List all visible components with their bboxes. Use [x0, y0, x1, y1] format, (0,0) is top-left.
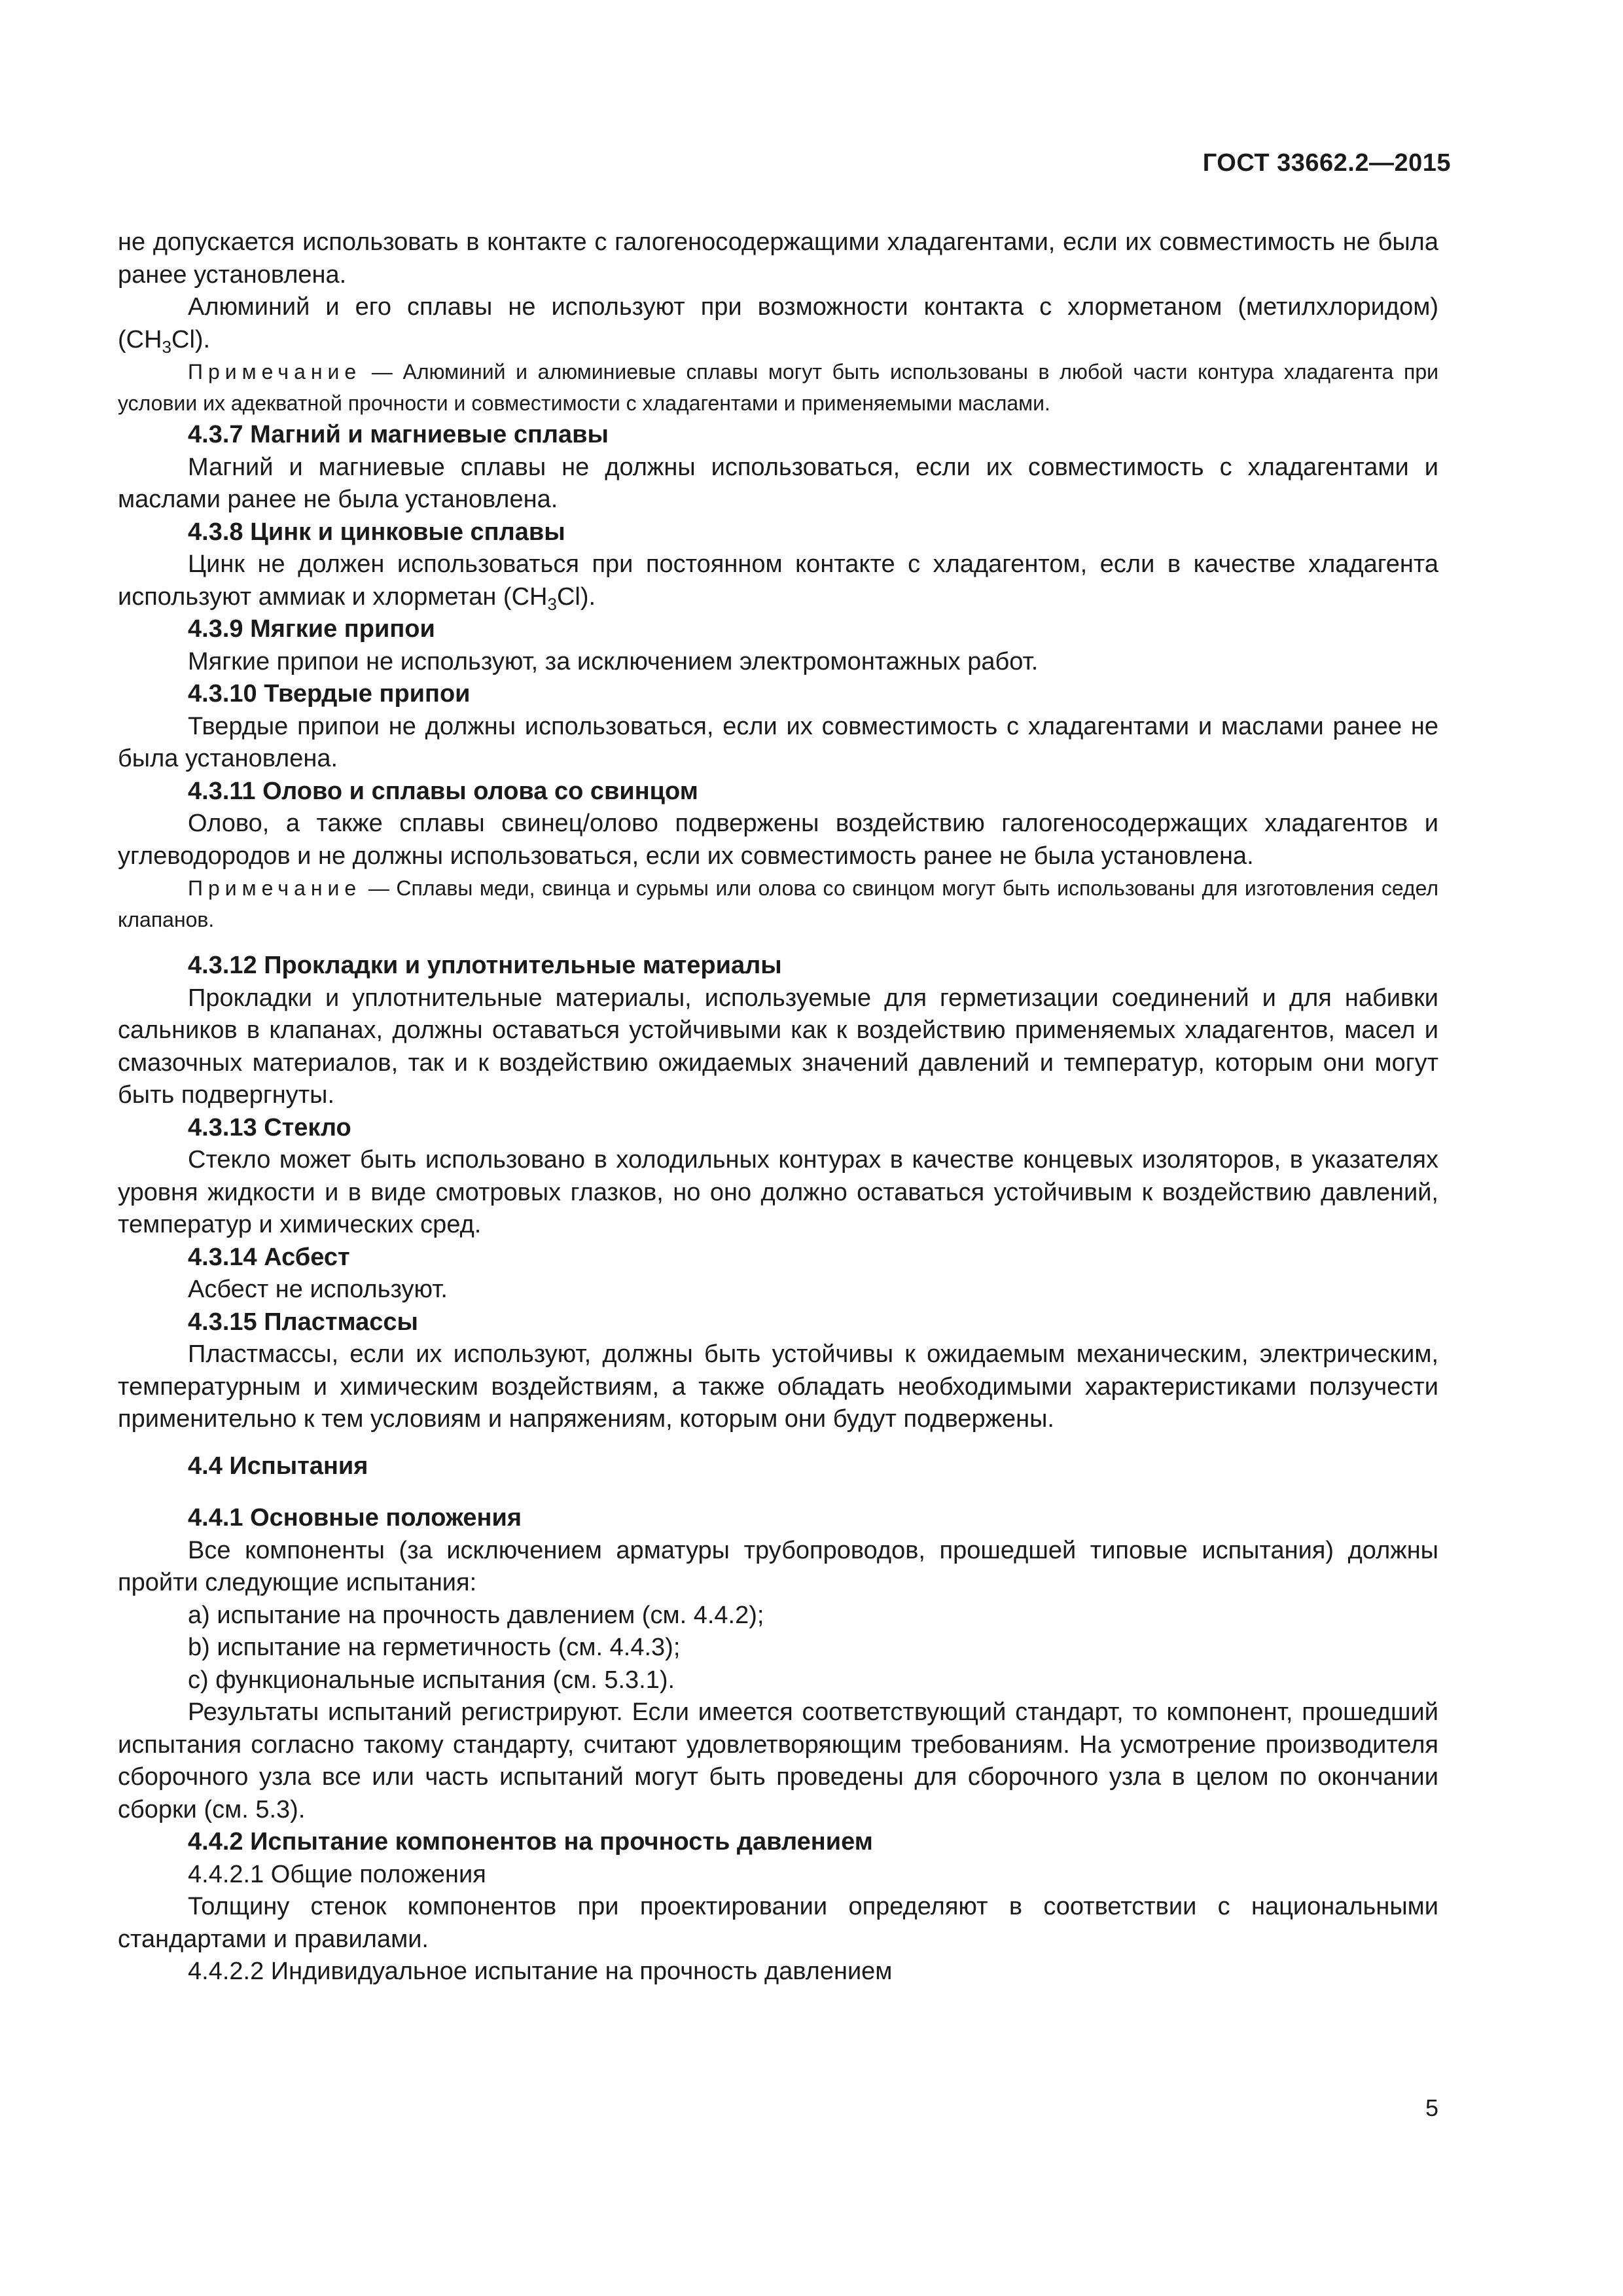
paragraph: Все компоненты (за исключением арматуры трубопроводов, прошедшей типовые испытания) должны пройти следующие испытания:: [118, 1536, 1438, 1596]
subsection-heading: 4.4.2.2 Индивидуальное испытание на прочность давлением: [188, 1958, 893, 1985]
paragraph: Мягкие припои не используют, за исключением электромонтажных работ.: [188, 647, 1039, 675]
section-heading: 4.3.7 Магний и магниевые сплавы: [188, 421, 609, 448]
section-heading: 4.3.11 Олово и сплавы олова со свинцом: [188, 777, 698, 805]
paragraph: Асбест не используют.: [188, 1276, 448, 1303]
subscript: 3: [162, 336, 172, 357]
paragraph: Толщину стенок компонентов при проектировании определяют в соответствии с национальными стандартами и правилами.: [118, 1893, 1438, 1953]
paragraph: Стекло может быть использовано в холодильных контурах в качестве концевых изоляторов, в указателях уровня жидкости и в виде смотровых глазков, но оно должно оставаться устойчивым к воздействию давлений, температур и химических сред.: [118, 1146, 1438, 1238]
paragraph: Цинк не должен использоваться при постоянном контакте с хладагентом, если в качестве хладагента используют аммиак и хлорметан $(CH_3Cl)$.: [118, 550, 1438, 614]
note-text: — Алюминий и алюминиевые сплавы могут быть использованы в любой части контура хладагента при условии их адекватной прочности и совместимости с хладагентами и применяемыми маслами.: [118, 360, 1438, 415]
section-heading: 4.3.15 Пластмассы: [188, 1308, 419, 1336]
section-heading: 4.4 Испытания: [188, 1452, 368, 1480]
section-heading: 4.3.10 Твердые припои: [188, 680, 471, 708]
note-text: — Сплавы меди, свинца и сурьмы или олова со свинцом могут быть использованы для изготовления седел клапанов.: [118, 876, 1438, 931]
section-heading: 4.3.14 Асбест: [188, 1243, 350, 1271]
paragraph: Пластмассы, если их используют, должны быть устойчивы к ожидаемым механическим, электрическим, температурным и химическим воздействиям, а также обладать необходимыми характеристиками ползучести применительно к тем условиям и напряжениям, которым они будут подвержены.: [118, 1340, 1438, 1433]
note: [118, 356, 1438, 419]
section-heading: 4.3.13 Стекло: [188, 1113, 351, 1141]
paragraph: Твердые припои не должны использоваться, если их совместимость с хладагентами и маслами ранее не была установлена.: [118, 712, 1438, 772]
note: [118, 872, 1438, 935]
section-heading: 4.4.1 Основные положения: [188, 1504, 522, 1532]
page-number: 5: [1425, 2094, 1438, 2121]
list-item: a) испытание на прочность давлением (см. 4.4.2);: [188, 1601, 764, 1629]
paragraph: Магний и магниевые сплавы не должны использоваться, если их совместимость с хладагентами и маслами ранее не была установлена.: [118, 453, 1438, 513]
section-heading: 4.3.9 Мягкие припои: [188, 615, 435, 643]
list-item: c) функциональные испытания (см. 5.3.1).: [188, 1666, 675, 1694]
page-body: [118, 226, 1438, 1988]
list-item: b) испытание на герметичность (см. 4.4.3);: [188, 1634, 681, 1661]
note-label: Примечание: [188, 360, 362, 384]
subscript: 3: [547, 594, 557, 614]
section-heading: 4.3.12 Прокладки и уплотнительные материалы: [188, 952, 782, 979]
paragraph: Олово, а также сплавы свинец/олово подвержены воздействию галогеносодержащих хладагентов и углеводородов и не должны использоваться, если их совместимость ранее не была установлена.: [118, 810, 1438, 870]
section-heading: 4.3.8 Цинк и цинковые сплавы: [188, 518, 565, 546]
paragraph: Прокладки и уплотнительные материалы, используемые для герметизации соединений и для набивки сальников в клапанах, должны оставаться устойчивыми как к воздействию применяемых хладагентов, масел и смазочных материалов, так и к воздействию ожидаемых значений давлений и температур, которым они могут быть подвергнуты.: [118, 984, 1438, 1109]
subsection-heading: 4.4.2.1 Общие положения: [188, 1860, 486, 1888]
section-heading: 4.4.2 Испытание компонентов на прочность давлением: [188, 1828, 873, 1856]
paragraph: не допускается использовать в контакте с галогеносодержащими хладагентами, если их совместимость не была ранее установлена.: [118, 228, 1438, 289]
document-code: ГОСТ 33662.2—2015: [1202, 149, 1451, 177]
paragraph: Алюминий и его сплавы не используют при возможности контакта с хлорметаном (метилхлоридом) $(CH_3Cl)$.: [118, 293, 1438, 357]
paragraph: Результаты испытаний регистрируют. Если имеется соответствующий стандарт, то компонент, прошедший испытания согласно такому стандарту, считают удовлетворяющим требованиям. На усмотрение производителя сборочного узла все или часть испытаний могут быть проведены для сборочного узла в целом по окончании сборки (см. 5.3).: [118, 1698, 1438, 1823]
note-label: Примечание: [188, 876, 362, 900]
